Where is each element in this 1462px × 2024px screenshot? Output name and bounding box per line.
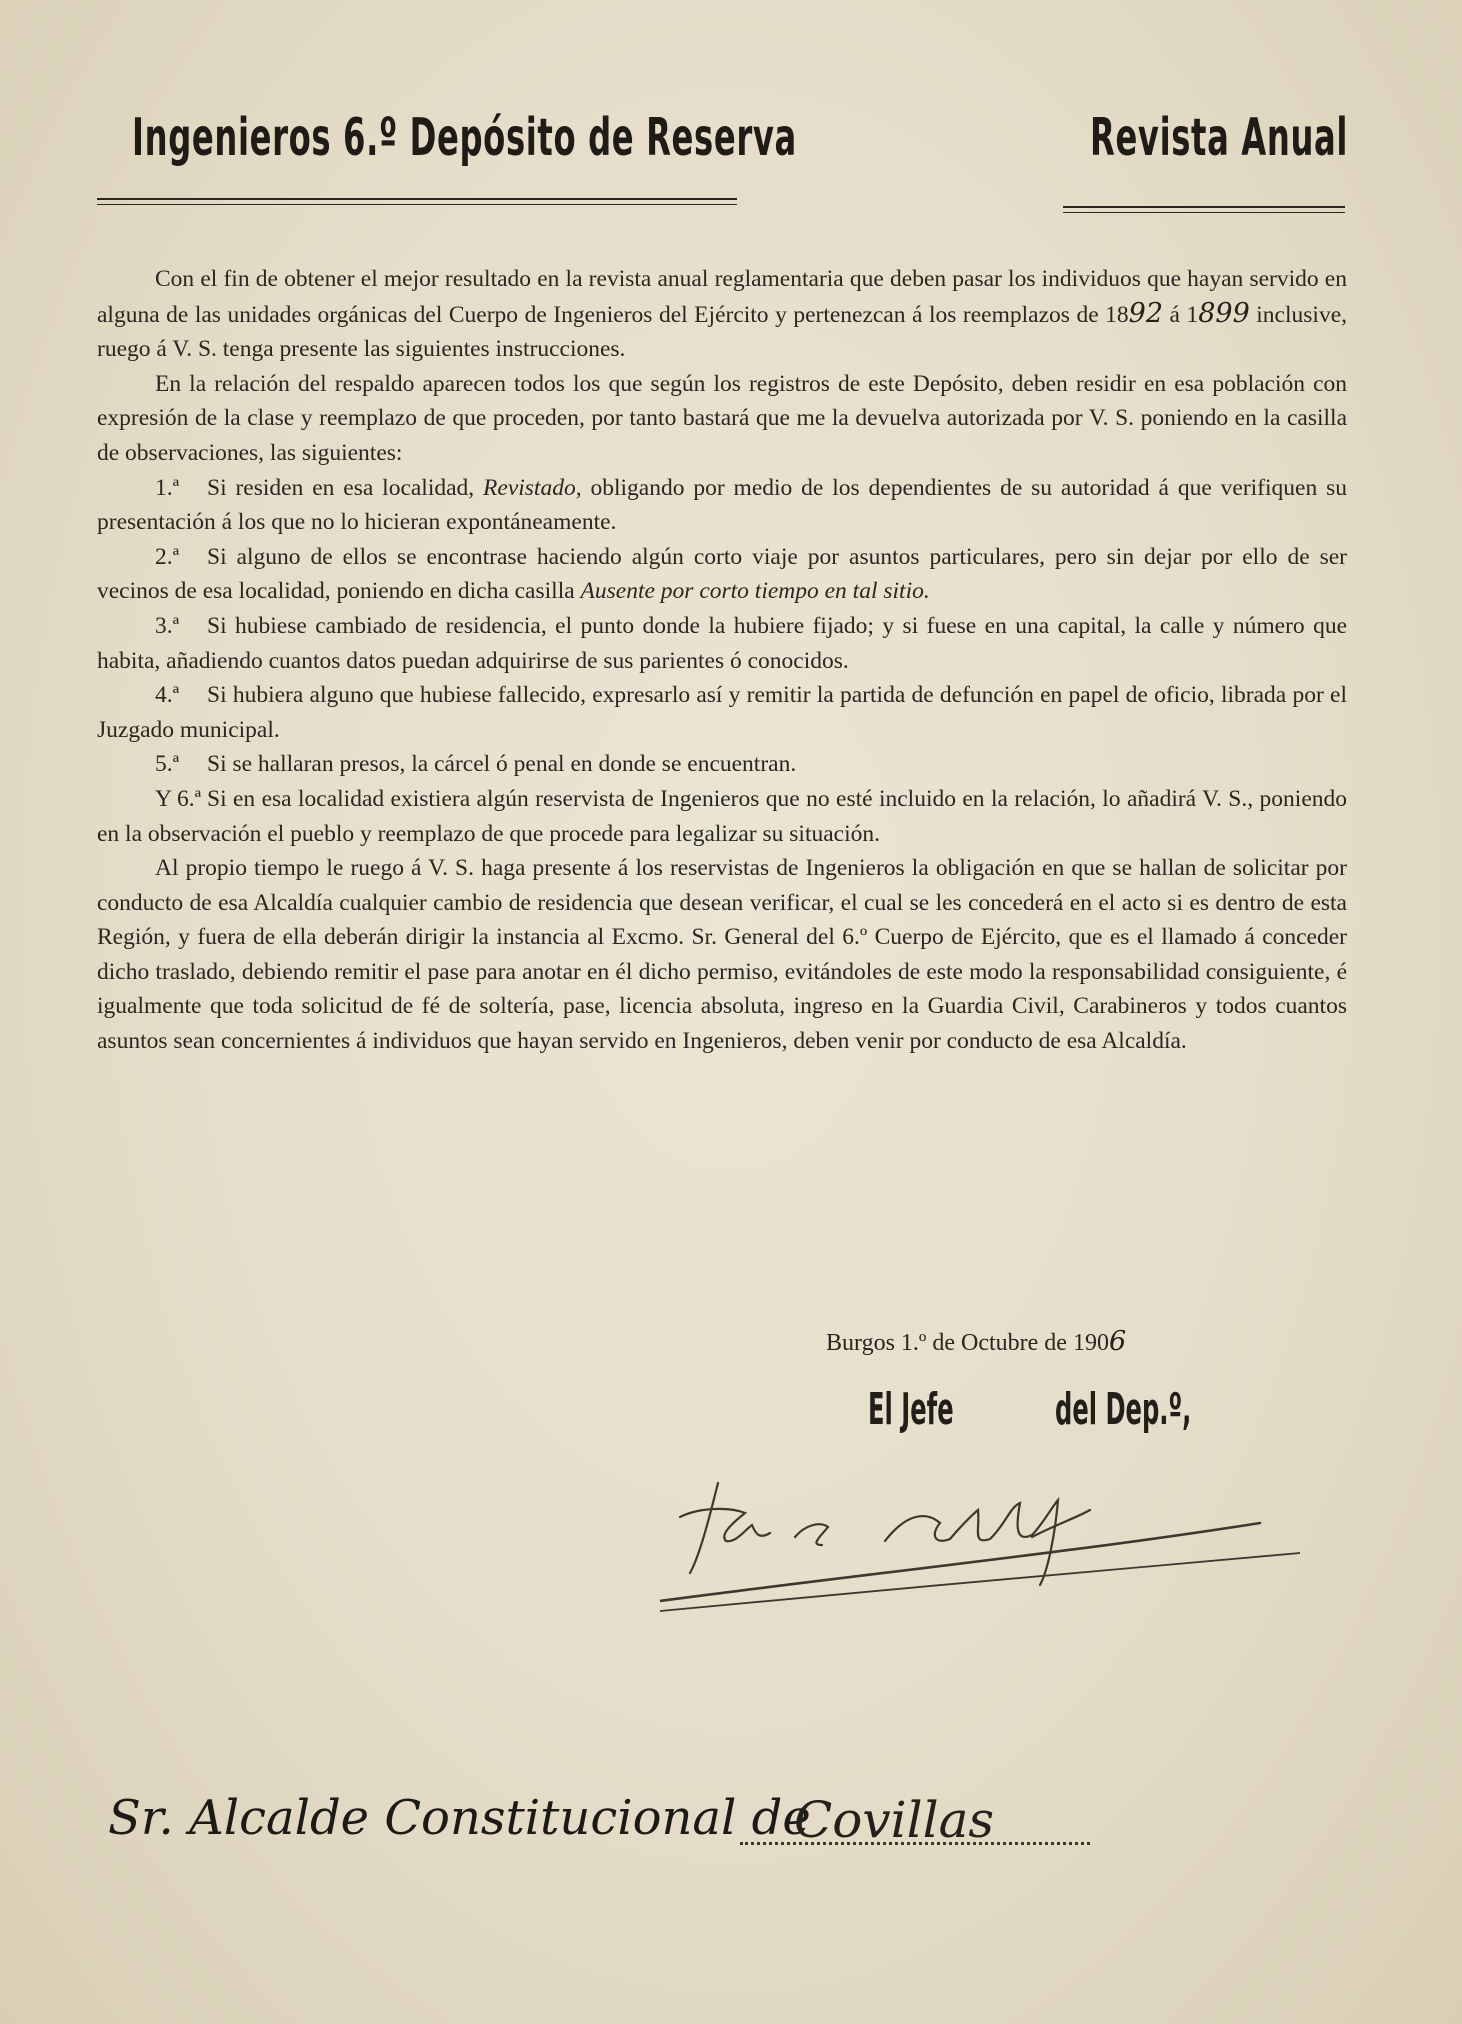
signature-image (660, 1455, 1300, 1635)
instruction-1-text-b: obligando por medio de los dependientes de su autoridad á que verifiquen su presentación á los que no lo hicieran expontáneamente. (97, 474, 1347, 536)
instruction-1 (97, 471, 1347, 540)
date-printed: Burgos 1.º de Octubre de 190 (826, 1330, 1109, 1356)
instruction-2-number: 2.ª (155, 543, 180, 570)
instruction-4-text: Si hubiera alguno que hubiese fallecido, expresarlo así y remitir la partida de defunción en papel de oficio, librada por el Juzgado municipal. (97, 682, 1347, 743)
handwritten-year-from: 92 (1128, 297, 1163, 329)
paragraph-intro-text-b: á 1 (1163, 301, 1199, 328)
instruction-2-italic: Ausente por corto tiempo en tal sitio. (580, 578, 930, 605)
paragraph-relation: En la relación del respaldo aparecen todos los que según los registros de este Depósito, deben residir en esa población con expresión de la clase y reemplazo de que proceden, por tanto bastará que me la devuelva autorizada por V. S. poniendo en la casilla de observaciones, las siguientes: (97, 370, 1347, 466)
instruction-1-text: Si residen en esa localidad, (207, 474, 484, 501)
instruction-3-number: 3.ª (155, 612, 180, 639)
instruction-5 (97, 747, 1347, 782)
header-right-title: Revista Anual (1090, 108, 1349, 168)
header-right-rule-thin (1063, 212, 1345, 213)
instruction-2 (97, 540, 1347, 609)
instruction-1-italic: Revistado, (483, 474, 582, 501)
instruction-6-text: Si en esa localidad existiera algún reservista de Ingenieros que no esté incluido en la relación, lo añadirá V. S., poniendo en la observación el pueblo y reemplazo de que procede para legalizar su situación. (97, 785, 1347, 847)
instruction-2-text: Si alguno de ellos se encontrase haciendo algún corto viaje por asuntos particulares, pero sin dejar por ello de ser vecinos de esa localidad, poniendo en dicha casilla (97, 543, 1347, 605)
letter-body (97, 262, 1347, 1059)
paragraph-intro-text-c: inclusive, ruego á V. S. tenga presente las siguientes instrucciones. (97, 301, 1347, 363)
paragraph-closing: Al propio tiempo le ruego á V. S. haga presente á los reservistas de Ingenieros la obligación en que se hallan de solicitar por conducto de esa Alcaldía cualquier cambio de residencia que desean verificar, el cual se les concederá en el acto si es dentro de esta Región, y fuera de ella deberán dirigir la instancia al Excmo. Sr. General del 6.º Cuerpo de Ejército, que es el llamado á conceder dicho traslado, debiendo remitir el pase para anotar en él dicho permiso, evitándoles de este modo la responsabilidad consiguiente, é igualmente que toda solicitud de fé de soltería, pase, licencia absoluta, ingreso en la Guardia Civil, Carabineros y todos cuantos asuntos sean concernientes á individuos que hayan servido en Ingenieros, deben venir por conducto de esa Alcaldía. (97, 855, 1347, 1055)
paragraph-intro (97, 262, 1347, 367)
instruction-5-number: 5.ª (155, 751, 180, 778)
address-handwritten-town: Covillas (794, 1791, 995, 1849)
instruction-3 (97, 609, 1347, 678)
date-handwritten-digit: 6 (1108, 1326, 1127, 1357)
address-line: Sr. Alcalde Constitucional de (108, 1790, 811, 1846)
date-line (826, 1326, 1126, 1357)
instruction-6-number: Y 6.ª (155, 785, 202, 812)
instruction-6 (97, 782, 1347, 851)
handwritten-year-to: 899 (1198, 297, 1250, 329)
header-left-rule (97, 198, 737, 200)
signer-title-a: El Jefe (868, 1384, 954, 1435)
instruction-4 (97, 678, 1347, 747)
header-left-title: Ingenieros 6.º Depósito de Reserva (132, 108, 797, 168)
header-left-rule-thin (97, 204, 737, 205)
header-right-rule (1063, 206, 1345, 208)
instruction-4-number: 4.ª (155, 682, 180, 709)
instruction-5-text: Si se hallaran presos, la cárcel ó penal en donde se encuentran. (207, 751, 797, 778)
instruction-1-number: 1.ª (155, 474, 180, 501)
signer-title-b: del Dep.º, (1055, 1384, 1192, 1435)
paragraph-intro-text: Con el fin de obtener el mejor resultado en la revista anual reglamentaria que deben pasar los individuos que hayan servido en alguna de las unidades orgánicas del Cuerpo de Ingenieros del Ejército y pertenezcan á los reemplazos de 18 (97, 266, 1347, 328)
instruction-3-text: Si hubiese cambiado de residencia, el punto donde la hubiere fijado; y si fuese en una capital, la calle y número que habita, añadiendo cuantos datos puedan adquirirse de sus parientes ó conocidos. (97, 612, 1347, 674)
